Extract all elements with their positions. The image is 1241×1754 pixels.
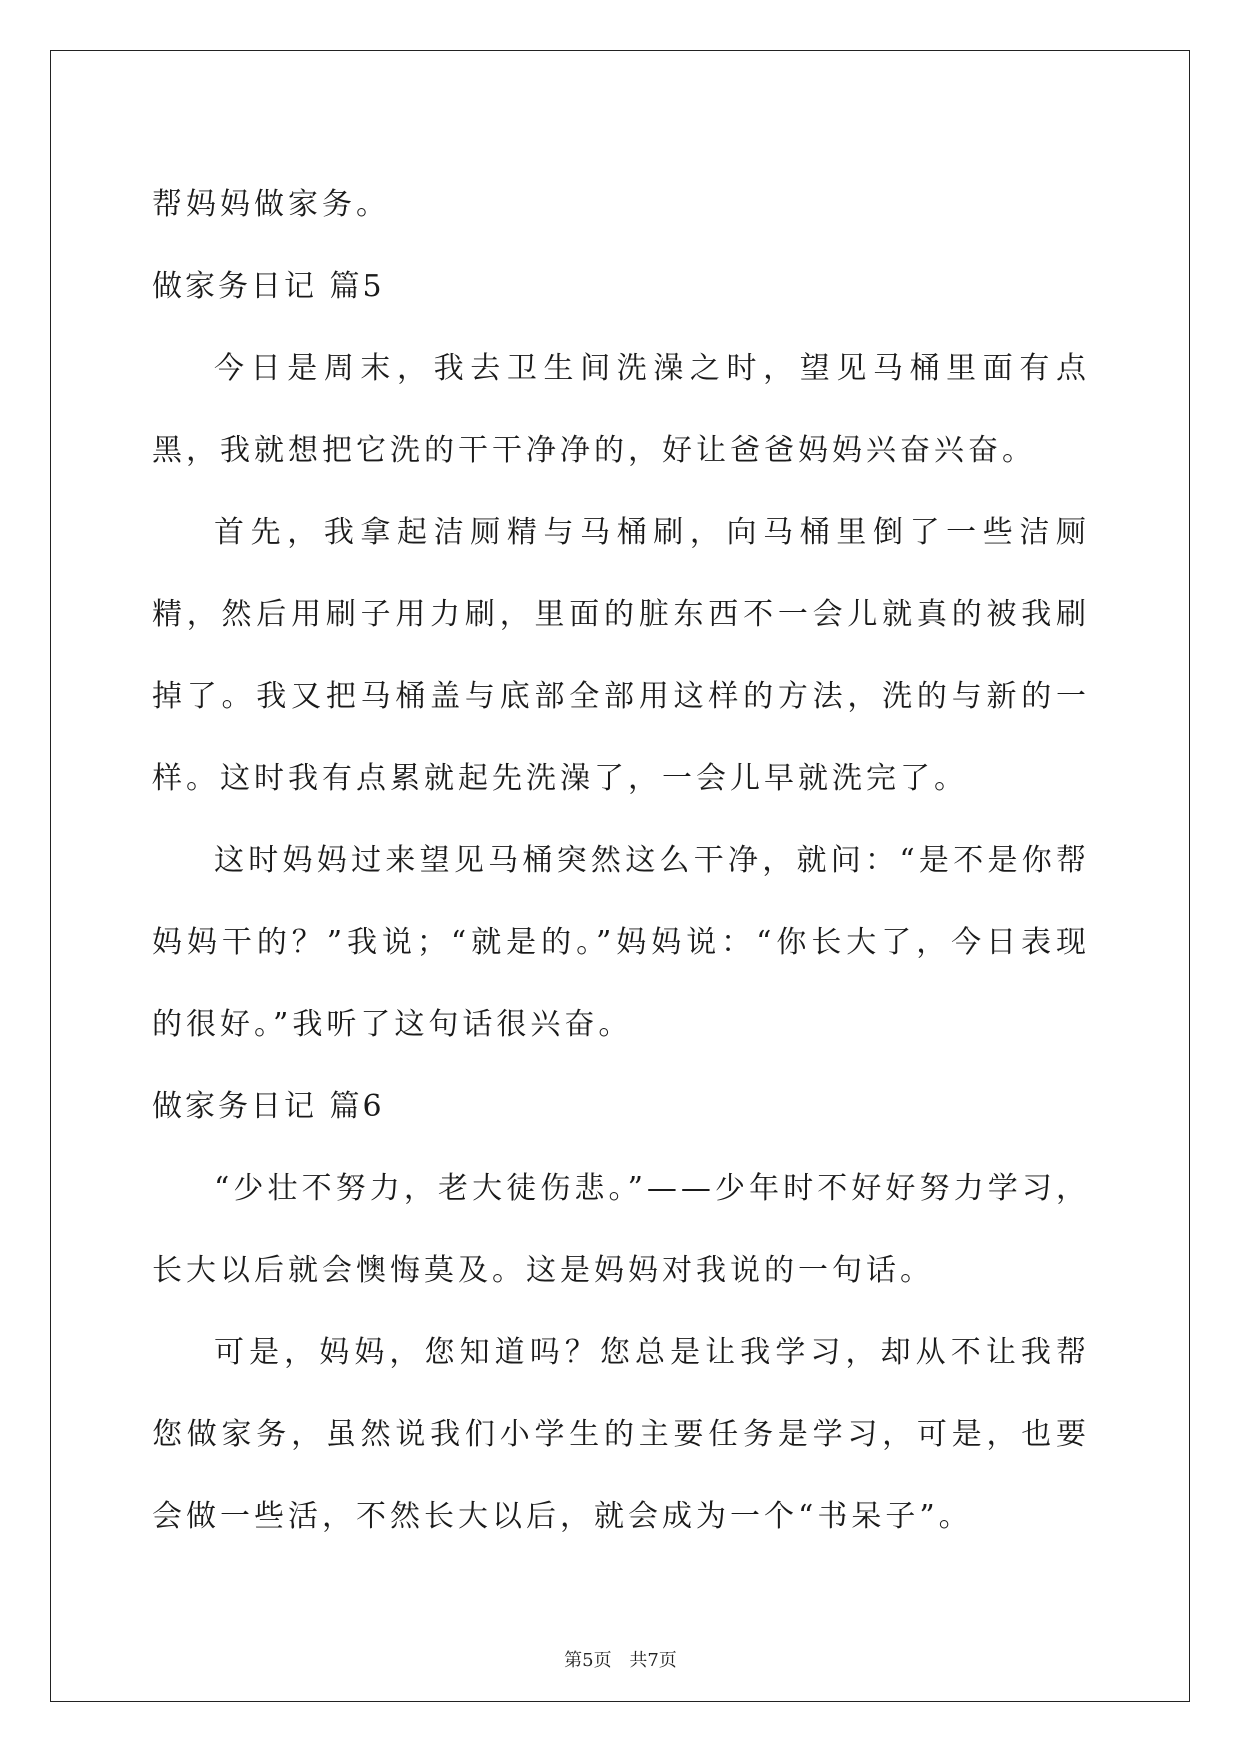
section-heading-6: 做家务日记 篇6 [152,1089,385,1124]
paragraph: 今日是周末，我去卫生间洗澡之时，望见马桶里面有点黑，我就想把它洗的干干净净的，好让爸爸妈妈兴奋兴奋。 [152,351,1090,468]
continued-text: 帮妈妈做家务。 [152,187,390,222]
paragraph: 这时妈妈过来望见马桶突然这么干净，就问：“是不是你帮妈妈干的？”我说；“就是的。”妈妈说：“你长大了，今日表现的很好。”我听了这句话很兴奋。 [152,843,1090,1042]
page-footer [0,1646,1241,1672]
page-number: 第5页 [564,1650,612,1671]
section-heading-5: 做家务日记 篇5 [152,269,385,304]
document-body [152,164,1090,1558]
paragraph: “少壮不努力，老大徒伤悲。”——少年时不好好努力学习，长大以后就会懊悔莫及。这是妈妈对我说的一句话。 [152,1171,1090,1288]
page-total: 共7页 [629,1650,677,1671]
paragraph: 可是，妈妈，您知道吗？您总是让我学习，却从不让我帮您做家务，虽然说我们小学生的主要任务是学习，可是，也要会做一些活，不然长大以后，就会成为一个“书呆子”。 [152,1335,1090,1534]
paragraph: 首先，我拿起洁厕精与马桶刷，向马桶里倒了一些洁厕精，然后用刷子用力刷，里面的脏东西不一会儿就真的被我刷掉了。我又把马桶盖与底部全部用这样的方法，洗的与新的一样。这时我有点累就起先洗澡了，一会儿早就洗完了。 [152,515,1090,796]
